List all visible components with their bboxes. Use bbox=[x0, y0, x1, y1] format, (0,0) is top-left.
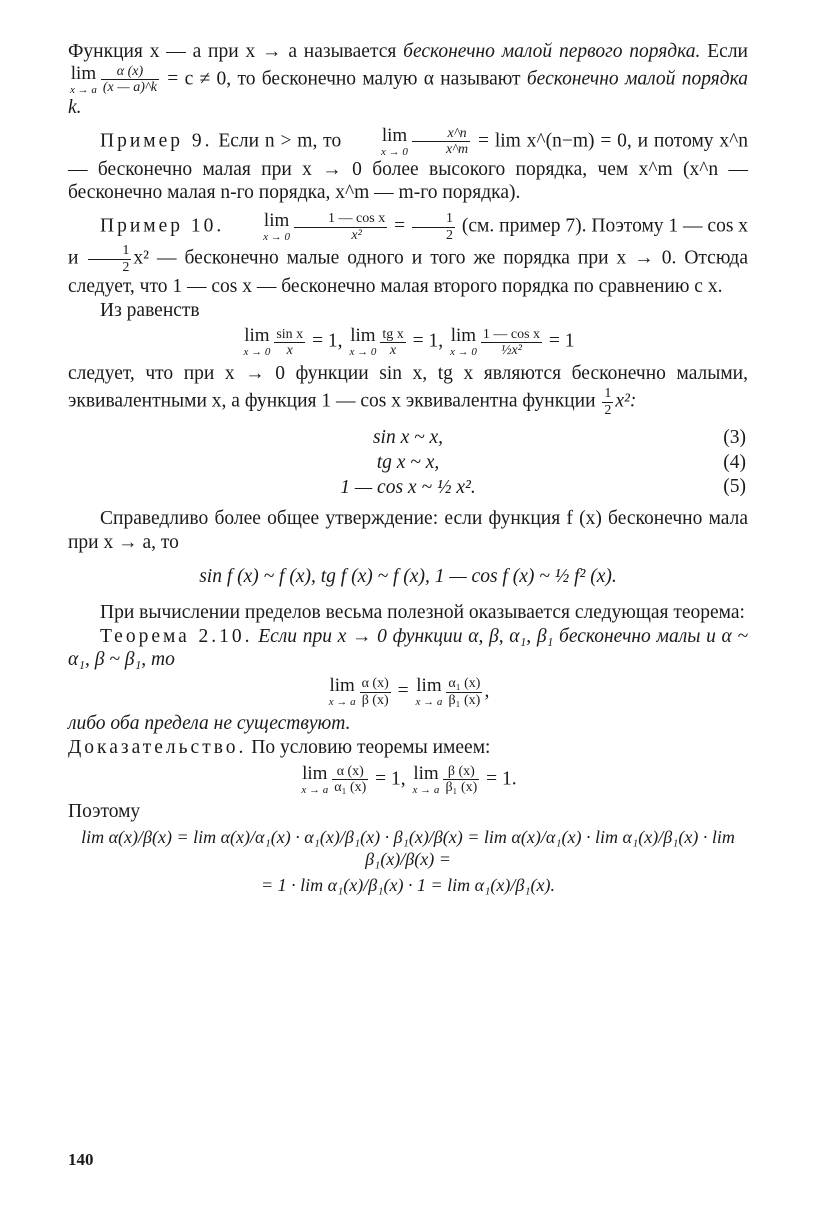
fraction-half: $\frac{1}{2}$ bbox=[604, 386, 612, 418]
paragraph-example-10 bbox=[68, 211, 748, 299]
example-9-mid: = lim x^(n−m) = 0, и потому x^n — bbox=[68, 130, 749, 180]
equals-one: = 1 bbox=[548, 330, 575, 352]
proof-line-2: = 1 · lim α₁(x)/β₁(x) · 1 = lim α₁(x)/β₁(x). bbox=[260, 875, 556, 896]
follows-text-2: x²: bbox=[615, 390, 637, 412]
proof-text: По условию теоремы имеем: bbox=[251, 736, 491, 758]
formula-3: sin x ~ x, (3) bbox=[372, 427, 746, 449]
equals-one: = 1, bbox=[312, 330, 343, 352]
equation-number: (3) bbox=[723, 427, 746, 449]
equals-one: = 1. bbox=[486, 768, 517, 790]
para1-text-1: Функция x — a при x → a называется bbox=[68, 41, 397, 62]
equalities-intro: Из равенств bbox=[100, 299, 200, 321]
equals-sign: = bbox=[397, 680, 409, 702]
page-number: 140 bbox=[68, 1150, 94, 1169]
fraction: $\frac{\text{α₁ (x)}}{\text{β₁ (x)}}$ bbox=[448, 676, 481, 708]
paragraph-example-9 bbox=[68, 126, 748, 206]
theorem-text: Если при x → 0 функции α, β, α₁, β₁ бесконечно малы и α ~ α₁, β ~ β₁, то bbox=[68, 625, 748, 671]
limit-operator: lim x → 0 bbox=[449, 325, 477, 359]
limit-operator: lim x → a bbox=[328, 675, 356, 709]
paragraph-order-definition bbox=[68, 40, 748, 120]
paragraph-proof bbox=[68, 736, 748, 760]
formulas-block bbox=[68, 426, 748, 499]
theorem-label: Теорема 2.10. bbox=[100, 625, 253, 647]
para1-text-3: Если bbox=[707, 41, 748, 62]
proof-line-1: lim α(x)/β(x) = lim α(x)/α₁(x) · α₁(x)/β₁(x) · β₁(x)/β(x) = lim α(x)/α₁(x) · lim α₁(x)/β₁(x) · lim β₁(x)/β(x) = bbox=[81, 827, 735, 870]
limit-operator: lim x → 0 bbox=[381, 124, 408, 158]
limit-operator: lim x → 0 bbox=[263, 210, 291, 244]
example-9-label: Пример 9. bbox=[100, 130, 213, 152]
limit-operator: lim x → a bbox=[301, 762, 329, 796]
follows-text-1: следует, что при x → 0 функции sin x, tg x являются бесконечно малыми, эквивалентными x, а функция 1 — cos x эквивалентна функции bbox=[68, 363, 748, 412]
example-9-text-1: Если n > m, то bbox=[218, 130, 342, 152]
formula-4: tg x ~ x, (4) bbox=[376, 451, 746, 473]
fraction-half: $\frac{1}{2}$ bbox=[412, 211, 455, 243]
paragraph-general: Справедливо более общее утверждение: если функция f (x) бесконечно мала при x → a, то bbox=[68, 508, 748, 554]
proof-label: Доказательство. bbox=[68, 736, 247, 758]
para1-term: бесконечно малой первого порядка. bbox=[403, 41, 701, 62]
paragraph-theorem bbox=[68, 625, 748, 673]
fraction: $\frac{\alpha (x)}{\text{α₁ (x)}}$ bbox=[334, 763, 367, 796]
example-10-text-2b: x² — бесконечно малые одного и того же порядка при x → 0. bbox=[133, 247, 677, 269]
fraction: $\frac{x\^{}n}{x\^{}m}$ bbox=[412, 126, 470, 158]
limit-operator: lim x → a bbox=[412, 762, 440, 796]
para1-text-4: = c ≠ 0, то бесконечно малую α называют bbox=[167, 68, 521, 90]
comma: , bbox=[484, 680, 490, 702]
therefore: Поэтому bbox=[68, 800, 141, 822]
fraction: $\frac{\text{sin x}}{x}$ bbox=[276, 326, 304, 358]
fraction: $\frac{\alpha (x)}{(x — a)\^{}k}$ bbox=[102, 63, 157, 96]
equation-number: (4) bbox=[723, 451, 746, 473]
example-10-text-2a: и bbox=[68, 247, 79, 269]
paragraph-follows bbox=[68, 362, 748, 418]
general-formula: sin f (x) ~ f (x), tg f (x) ~ f (x), 1 — cos f (x) ~ ½ f² (x). bbox=[199, 565, 617, 587]
fraction: $\frac{\text{1 — cos x}}{\text{x²}}$ bbox=[294, 211, 387, 243]
example-9-text-3: (x^n — бесконечно малая n-го порядка, x^m — m-го порядка). bbox=[68, 158, 748, 204]
para1-term-k: бесконечно малой порядка k. bbox=[68, 68, 748, 118]
limit-operator: lim x → 0 bbox=[349, 325, 377, 359]
formula-5: 1 — cos x ~ ½ x². (5) bbox=[340, 476, 746, 498]
theorem-formula bbox=[68, 676, 748, 708]
fraction: $\frac{\text{1 — cos x}}{\text{½x²}}$ bbox=[482, 326, 541, 358]
equation-number: (5) bbox=[723, 476, 746, 498]
example-10-label: Пример 10. bbox=[100, 215, 225, 237]
example-10-text-3: Отсюда следует, что 1 — cos x — бесконечно малая второго порядка bbox=[68, 247, 748, 297]
fraction-half: $\frac{1}{2}$ bbox=[88, 243, 131, 275]
example-10-text-1: (см. пример 7). Поэтому 1 — cos x bbox=[461, 215, 749, 237]
limit-operator: lim x → a bbox=[415, 675, 443, 709]
limit-operator: lim x → a bbox=[70, 62, 97, 96]
fraction: $\frac{\alpha (x)}{\beta (x)}$ bbox=[361, 676, 389, 708]
limit-operator: lim x → 0 bbox=[243, 325, 271, 359]
paragraph-theorem-intro: При вычислении пределов весьма полезной оказывается следующая теорема: bbox=[100, 601, 745, 623]
equalities-formula bbox=[68, 326, 748, 358]
equals-one: = 1, bbox=[412, 330, 444, 352]
example-10-text-4: по сравнению с x. bbox=[573, 275, 723, 297]
fraction: $\frac{\text{tg x}}{x}$ bbox=[382, 326, 404, 358]
example-9-text-2: бесконечно малая при x → 0 более высокого порядка, чем x^m bbox=[97, 158, 673, 180]
fraction: $\frac{\beta (x)}{\text{β₁ (x)}}$ bbox=[445, 763, 478, 796]
equals-sign: = bbox=[394, 215, 406, 237]
proof-conditions bbox=[68, 764, 748, 796]
theorem-conclusion: либо оба предела не существуют. bbox=[68, 713, 351, 735]
equals-one: = 1, bbox=[375, 768, 406, 790]
page-content bbox=[68, 40, 748, 901]
